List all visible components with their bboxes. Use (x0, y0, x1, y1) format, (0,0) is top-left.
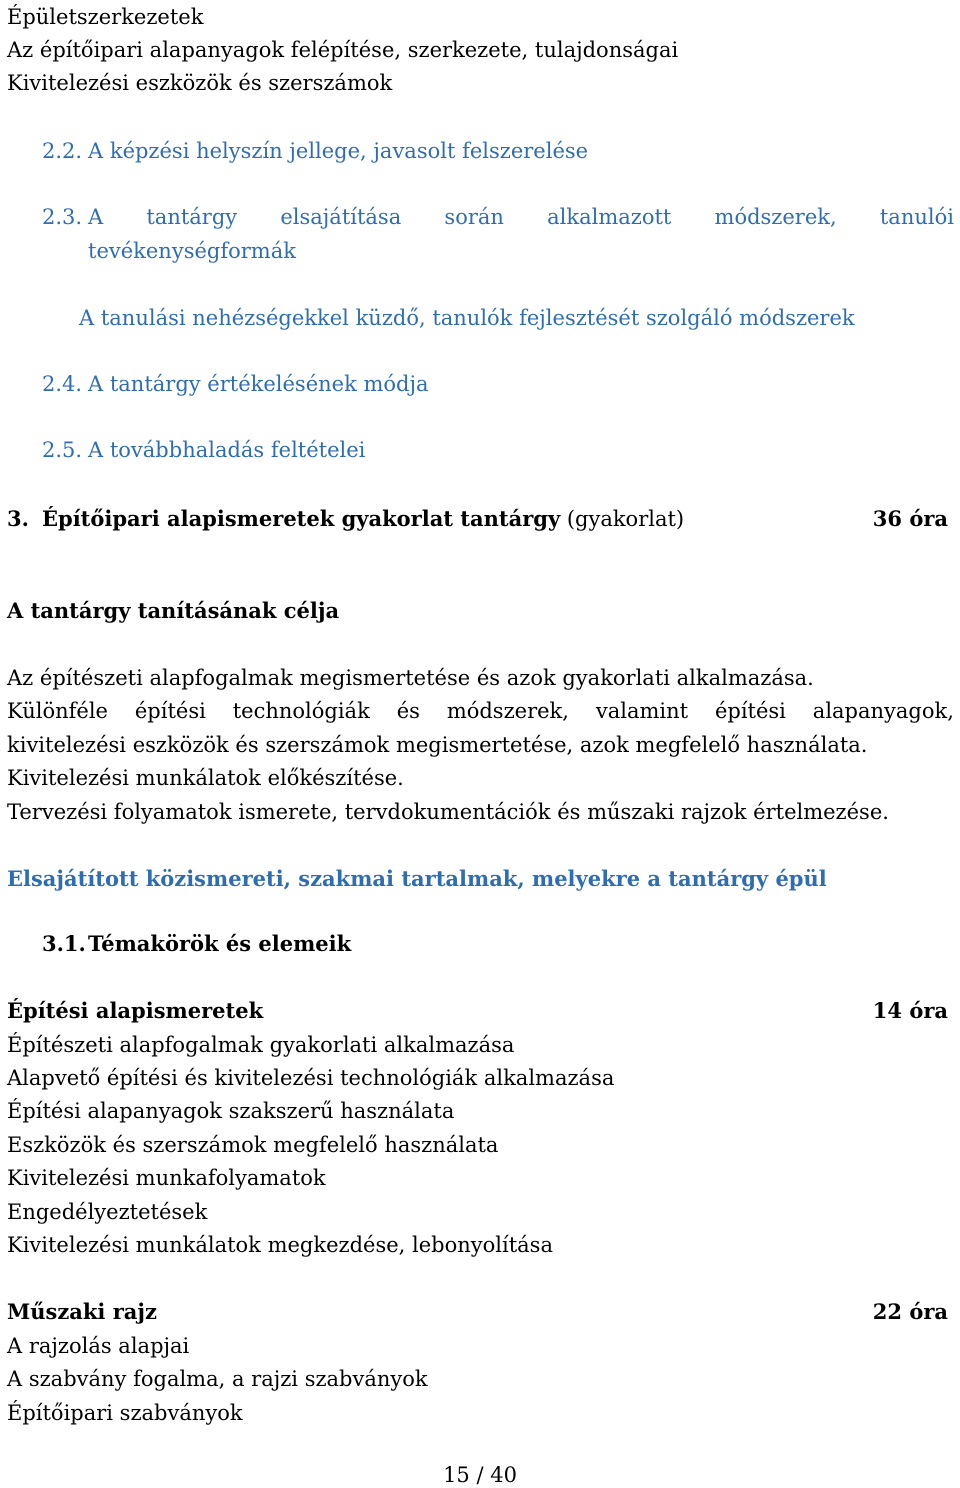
heading-word: tanulói (879, 205, 954, 229)
section-title: A továbbhaladás feltételei (88, 438, 366, 462)
justified-text-line (7, 698, 954, 724)
text-line: Tervezési folyamatok ismerete, tervdokumentációk és műszaki rajzok értelmezése. (7, 800, 889, 824)
section-title: Témakörök és elemeik (88, 931, 352, 956)
topic-item: Kivitelezési munkálatok megkezdése, lebonyolítása (7, 1233, 553, 1257)
text-line: Az építészeti alapfogalmak megismertetése és azok gyakorlati alkalmazása. (7, 666, 814, 690)
heading-word: A (88, 205, 104, 229)
topic-item: Építési alapanyagok szakszerű használata (7, 1099, 455, 1123)
section-number: 3. (7, 506, 29, 531)
section-title: Építőipari alapismeretek gyakorlat tantárgy (42, 506, 561, 531)
section-heading-2-4 (42, 371, 429, 397)
section-number-2-3: 2.3. (42, 205, 83, 229)
topic-hours: 14 óra (872, 998, 948, 1023)
section-heading-2-3-line1 (88, 204, 954, 230)
section-title: A tantárgy értékelésének módja (88, 372, 429, 396)
text-line: Kivitelezési eszközök és szerszámok (7, 71, 393, 95)
section-number: 3.1. (42, 931, 86, 956)
topic-item: Kivitelezési munkafolyamatok (7, 1166, 326, 1190)
section-number: 2.4. (42, 372, 83, 396)
text-word: valamint (595, 699, 689, 723)
heading-word: tantárgy (146, 205, 238, 229)
text-word: alapanyagok, (812, 699, 954, 723)
prereq-heading: Elsajátított közismereti, szakmai tartalmak, melyekre a tantárgy épül (7, 866, 827, 891)
text-line: kivitelezési eszközök és szerszámok megismertetése, azok megfelelő használata. (7, 733, 868, 757)
text-word: technológiák (232, 699, 370, 723)
topic-item: Engedélyeztetések (7, 1200, 208, 1224)
section-heading-2-2 (42, 138, 588, 164)
section-heading-3-1 (42, 931, 351, 957)
section-heading-2-5 (42, 437, 365, 463)
section-heading-3 (7, 506, 684, 532)
topic-hours: 22 óra (872, 1299, 948, 1324)
text-word: módszerek, (446, 699, 569, 723)
topic-item: Alapvető építési és kivitelezési technológiák alkalmazása (7, 1066, 615, 1090)
heading-word: elsajátítása (280, 205, 402, 229)
text-word: Különféle (7, 699, 108, 723)
topic-title: Építési alapismeretek (7, 998, 264, 1023)
topic-item: Eszközök és szerszámok megfelelő használata (7, 1133, 499, 1157)
goal-heading: A tantárgy tanításának célja (7, 598, 340, 623)
section-subtitle: (gyakorlat) (560, 507, 685, 531)
topic-item: A rajzolás alapjai (7, 1334, 190, 1358)
text-word: és (396, 699, 420, 723)
section-title: A képzési helyszín jellege, javasolt felszerelése (88, 139, 589, 163)
text-line: Kivitelezési munkálatok előkészítése. (7, 766, 404, 790)
text-line: Épületszerkezetek (7, 5, 204, 29)
topic-item: A szabvány fogalma, a rajzi szabványok (7, 1367, 428, 1391)
section-number: 2.5. (42, 438, 83, 462)
text-line: Az építőipari alapanyagok felépítése, szerkezete, tulajdonságai (7, 38, 679, 62)
topic-item: Építőipari szabványok (7, 1401, 243, 1425)
methods-subheading: A tanulási nehézségekkel küzdő, tanulók fejlesztését szolgáló módszerek (79, 306, 855, 330)
heading-word: alkalmazott (547, 205, 672, 229)
topic-title: Műszaki rajz (7, 1299, 157, 1324)
text-word: építési (134, 699, 206, 723)
topic-item: Építészeti alapfogalmak gyakorlati alkalmazása (7, 1033, 515, 1057)
text-word: építési (714, 699, 786, 723)
section-number: 2.2. (42, 139, 83, 163)
heading-word: során (444, 205, 504, 229)
heading-word: módszerek, (714, 205, 837, 229)
section-3-hours: 36 óra (872, 506, 948, 531)
page-number: 15 / 40 (443, 1463, 517, 1487)
section-heading-2-3-line2: tevékenységformák (88, 239, 296, 263)
